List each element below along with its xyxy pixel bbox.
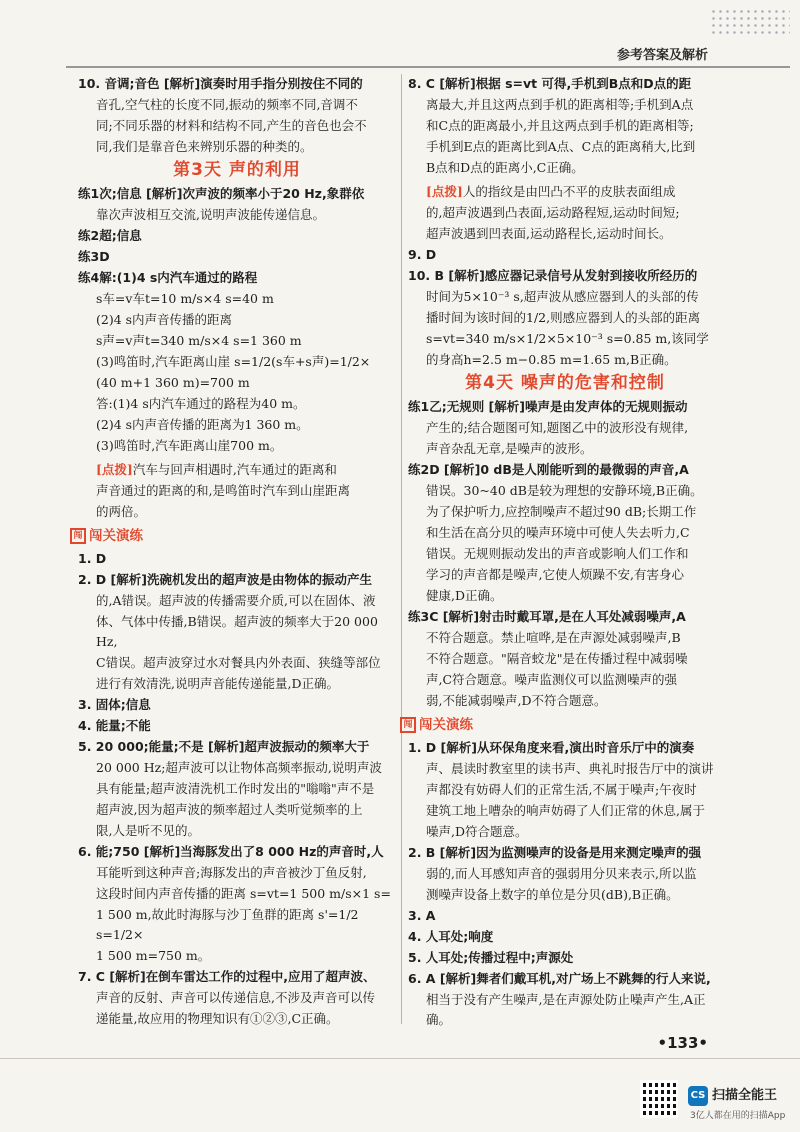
answer-line: 声音杂乱无章,是噪声的波形。 <box>426 441 593 456</box>
answer-line: 4. 人耳处;响度 <box>408 929 494 944</box>
exercise-4-block <box>78 268 396 456</box>
answer-line: 噪声,D符合题意。 <box>426 824 528 839</box>
tip-line: 声音通过的距离的和,是鸣笛时汽车到山崖距离 <box>96 483 350 498</box>
answer-line: 20 000 Hz;超声波可以让物体高频率振动,说明声波 <box>96 760 382 775</box>
answer-line: 限,人是听不见的。 <box>96 823 200 838</box>
decorative-dot-pattern <box>710 8 790 38</box>
header-rule <box>66 66 790 68</box>
tip-label: [点拨] <box>96 462 133 477</box>
answer-line: 这段时间内声音传播的距离 s=vt=1 500 m/s×1 s= <box>96 886 391 901</box>
answer-line: 音孔,空气柱的长度不同,振动的频率不同,音调不 <box>96 97 358 112</box>
answer-line: C错误。超声波穿过水对餐具内外表面、狭缝等部位 <box>96 655 381 670</box>
answer-line: 具有能量;超声波清洗机工作时发出的"嗡嗡"声不是 <box>96 781 375 796</box>
exercise-2: 练2超;信息 <box>78 228 142 243</box>
page-number: •133• <box>657 1034 708 1052</box>
answer-line: 1 500 m,故此时海豚与沙丁鱼群的距离 s'=1/2 s=1/2× <box>96 907 359 942</box>
answer-line: 练1乙;无规则 [解析]噪声是由发声体的无规则振动 <box>408 399 688 414</box>
tip-text: 人的指纹是由凹凸不平的皮肤表面组成 <box>462 184 676 199</box>
answer-line: 建筑工地上嘈杂的响声妨碍了人们正常的休息,属于 <box>426 803 705 818</box>
answer-line: 3. 固体;信息 <box>78 697 151 712</box>
section-title: 闯关演练 <box>419 717 473 733</box>
answer-line: s=vt=340 m/s×1/2×5×10⁻³ s=0.85 m,该同学 <box>426 331 709 346</box>
answer-line: 相当于没有产生噪声,是在声源处防止噪声产生,A正确。 <box>426 992 706 1027</box>
answer-line: 声音的反射、声音可以传递信息,不涉及声音可以传 <box>96 990 375 1005</box>
answer-line: 1. D <box>78 551 107 566</box>
answer-line: 练4解:(1)4 s内汽车通过的路程 <box>78 270 258 285</box>
section-icon: 闯 <box>70 528 86 544</box>
answer-line: 不符合题意。禁止喧哗,是在声源处减弱噪声,B <box>426 630 681 645</box>
answer-line: 声,C符合题意。噪声监测仪可以监测噪声的强 <box>426 672 678 687</box>
answer-line: 的,A错误。超声波的传播需要介质,可以在固体、液 <box>96 593 376 608</box>
answer-10-block <box>408 266 722 370</box>
answer-line: 1. D [解析]从环保角度来看,演出时音乐厅中的演奏 <box>408 740 695 755</box>
exercise-1-cont: 靠次声波相互交流,说明声波能传递信息。 <box>96 207 325 222</box>
answer-line: 为了保护听力,应控制噪声不超过90 dB;长期工作 <box>426 504 697 519</box>
section-icon: 闯 <box>400 717 416 733</box>
answer-line: 7. C [解析]在倒车雷达工作的过程中,应用了超声波、 <box>78 969 376 984</box>
tip-line: 的,超声波遇到凸表面,运动路程短,运动时间短; <box>426 205 680 220</box>
footer-rule <box>0 1058 800 1059</box>
answer-line: 2. B [解析]因为监测噪声的设备是用来测定噪声的强 <box>408 845 702 860</box>
answer-line: 超声波,因为超声波的频率超过人类听觉频率的上 <box>96 802 363 817</box>
section-title: 闯关演练 <box>89 528 143 544</box>
answer-line: s声=v声t=340 m/s×4 s=1 360 m <box>96 333 302 348</box>
exercise-1-block <box>408 397 722 459</box>
answer-line: (3)鸣笛时,汽车距离山崖700 m。 <box>96 438 283 453</box>
tip-line: 超声波遇到凹表面,运动路程长,运动时间长。 <box>426 226 672 241</box>
section-heading <box>70 526 396 546</box>
answer-line: 同,我们是靠音色来辨别乐器的种类的。 <box>96 139 313 154</box>
exercise-3-block <box>408 607 722 711</box>
camscanner-icon: CS <box>688 1086 708 1106</box>
tip-text: 汽车与回声相遇时,汽车通过的距离和 <box>132 462 337 477</box>
answer-line: 同;不同乐器的材料和结构不同,产生的音色也会不 <box>96 118 367 133</box>
tip-line <box>408 182 722 202</box>
day3-title: 第3天 声的利用 <box>173 160 301 180</box>
answer-line: (40 m+1 360 m)=700 m <box>96 375 250 390</box>
tip-label: [点拨] <box>426 184 463 199</box>
tip-block <box>408 182 722 244</box>
answer-line: 递能量,故应用的物理知识有①②③,C正确。 <box>96 1011 339 1026</box>
answer-line: (3)鸣笛时,汽车距离山崖 s=1/2(s车+s声)=1/2× <box>96 354 371 369</box>
answer-list <box>408 738 722 1030</box>
answer-line: 答:(1)4 s内汽车通过的路程为40 m。 <box>96 396 306 411</box>
left-column <box>73 74 396 1030</box>
header-title: 参考答案及解析 <box>616 48 708 63</box>
answer-line: s车=v车t=10 m/s×4 s=40 m <box>96 291 274 306</box>
scanner-slogan: 3亿人都在用的扫描App <box>690 1111 786 1121</box>
answer-line: 不符合题意。"隔音蛟龙"是在传播过程中减弱噪 <box>426 651 688 666</box>
answer-line: 测噪声设备上数字的单位是分贝(dB),B正确。 <box>426 887 679 902</box>
answer-line: 离最大,并且这两点到手机的距离相等;手机到A点 <box>426 97 694 112</box>
section-heading <box>400 715 722 735</box>
answer-line: 弱,不能减弱噪声,D不符合题意。 <box>426 693 607 708</box>
tip-line: 的两倍。 <box>96 504 147 519</box>
answer-line: 手机到E点的距离比到A点、C点的距离稍大,比到 <box>426 139 696 154</box>
answer-line: (2)4 s内声音传播的距离 <box>96 312 233 327</box>
answer-line: 1 500 m=750 m。 <box>96 948 211 963</box>
answer-line: 产生的;结合题图可知,题图乙中的波形没有规律, <box>426 420 689 435</box>
answer-line: 练3C [解析]射击时戴耳罩,是在人耳处减弱噪声,A <box>408 609 686 624</box>
answer-10-block <box>78 74 396 157</box>
column-divider <box>401 74 402 1024</box>
answer-line: 和C点的距离最小,并且这两点到手机的距离相等; <box>426 118 694 133</box>
answer-line: 6. 能;750 [解析]当海豚发出了8 000 Hz的声音时,人 <box>78 844 384 859</box>
answer-line: B点和D点的距离小,C正确。 <box>426 160 584 175</box>
answer-line: 健康,D正确。 <box>426 588 503 603</box>
scanner-app-name: 扫描全能王 <box>712 1088 778 1103</box>
exercise-3: 练3D <box>78 249 110 264</box>
answer-line: 时间为5×10⁻³ s,超声波从感应器到人的头部的传 <box>426 289 699 304</box>
answer-line: 和生活在高分贝的噪声环境中可使人失去听力,C <box>426 525 690 540</box>
answer-line: 4. 能量;不能 <box>78 718 151 733</box>
answer-line: 进行有效清洗,说明声音能传递能量,D正确。 <box>96 676 339 691</box>
qr-code-icon <box>640 1080 678 1118</box>
tip-line <box>78 460 396 480</box>
answer-line: 声、晨读时教室里的读书声、典礼时报告厅中的演讲 <box>426 761 714 776</box>
answer-line: 学习的声音都是噪声,它使人烦躁不安,有害身心 <box>426 567 684 582</box>
answer-line: 练2D [解析]0 dB是人刚能听到的最微弱的声音,A <box>408 462 689 477</box>
answer-line: 10. 音调;音色 [解析]演奏时用手指分别按住不同的 <box>78 76 363 91</box>
answer-line: 10. B [解析]感应器记录信号从发射到接收所经历的 <box>408 268 698 283</box>
answer-line: 8. C [解析]根据 s=vt 可得,手机到B点和D点的距 <box>408 76 692 91</box>
exercise-1: 练1次;信息 [解析]次声波的频率小于20 Hz,象群依 <box>78 186 365 201</box>
answer-line: 弱的,而人耳感知声音的强弱用分贝来表示,所以监 <box>426 866 697 881</box>
answer-line: 2. D [解析]洗碗机发出的超声波是由物体的振动产生 <box>78 572 372 587</box>
answer-line: 耳能听到这种声音;海豚发出的声音被沙丁鱼反射, <box>96 865 367 880</box>
answer-line: 错误。30~40 dB是较为理想的安静环境,B正确。 <box>426 483 703 498</box>
answer-line: 5. 人耳处;传播过程中;声源处 <box>408 950 574 965</box>
right-column <box>403 74 722 1031</box>
answer-line: 6. A [解析]舞者们戴耳机,对广场上不跳舞的行人来说, <box>408 971 711 986</box>
answer-8-block <box>408 74 722 178</box>
answer-line: 5. 20 000;能量;不是 [解析]超声波振动的频率大于 <box>78 739 370 754</box>
answer-9: 9. D <box>408 247 437 262</box>
day4-title: 第4天 噪声的危害和控制 <box>465 373 665 393</box>
answer-line: 播时间为该时间的1/2,则感应器到人的头部的距离 <box>426 310 701 325</box>
answer-line: 3. A <box>408 908 436 923</box>
answer-line: 声都没有妨碍人们的正常生活,不属于噪声;午夜时 <box>426 782 697 797</box>
exercise-2-block <box>408 460 722 606</box>
answer-list <box>78 549 396 1029</box>
answer-line: (2)4 s内声音传播的距离为1 360 m。 <box>96 417 309 432</box>
answer-line: 错误。无规则振动发出的声音或影响人们工作和 <box>426 546 689 561</box>
tip-block <box>78 460 396 522</box>
answer-line: 体、气体中传播,B错误。超声波的频率大于20 000 Hz, <box>96 614 378 649</box>
answer-line: 的身高h=2.5 m−0.85 m=1.65 m,B正确。 <box>426 352 677 367</box>
